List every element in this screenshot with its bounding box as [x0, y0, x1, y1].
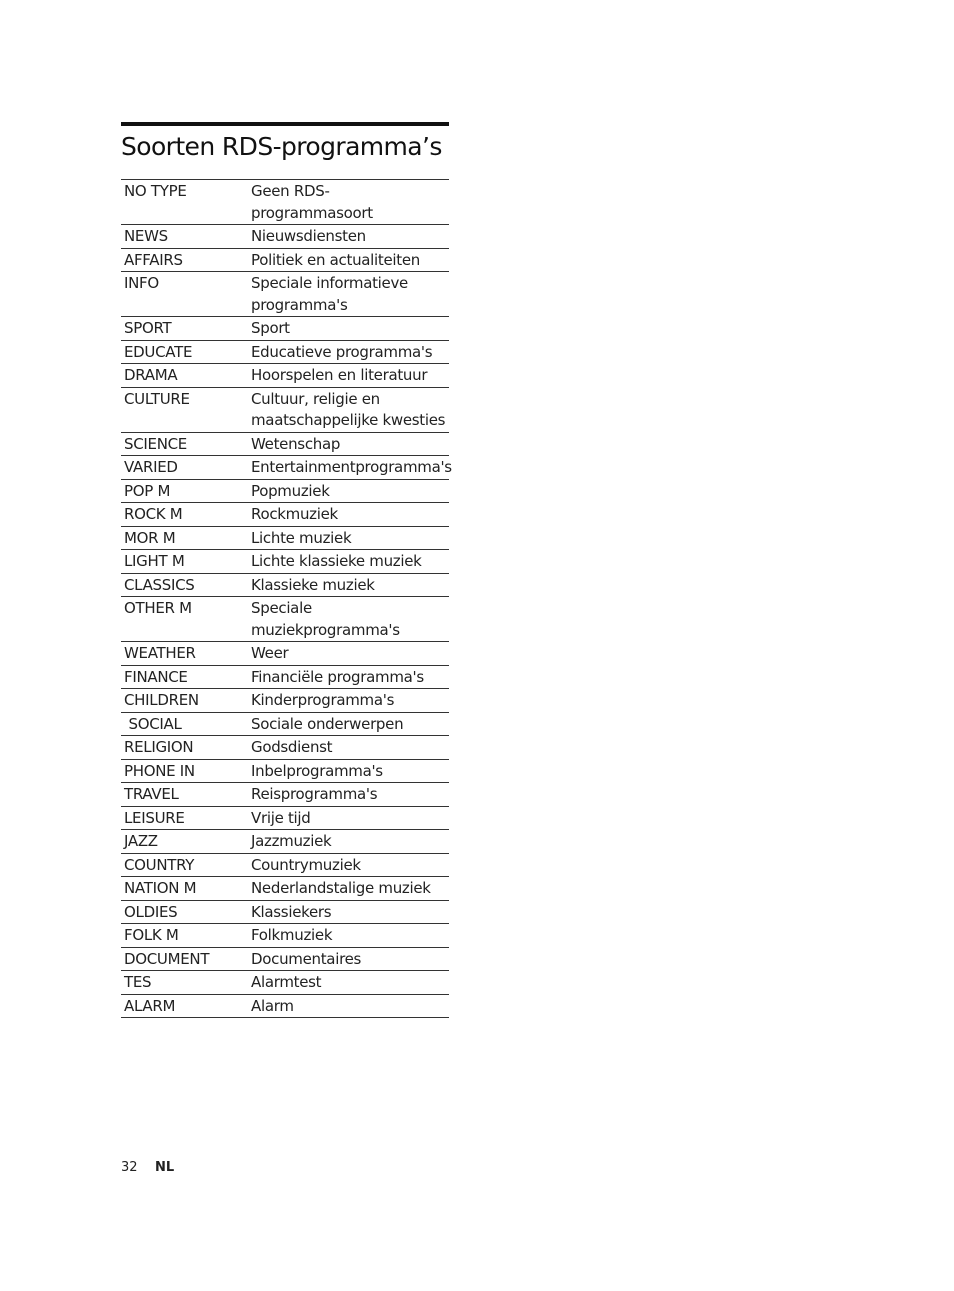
rds-description-line: Hoorspelen en literatuur [251, 366, 428, 384]
rds-description [251, 806, 449, 830]
rds-description [251, 272, 449, 317]
rds-description [251, 712, 449, 736]
rds-code: INFO [121, 272, 251, 317]
rds-description-line: Klassieke muziek [251, 575, 375, 594]
table-row [121, 947, 449, 971]
table-row [121, 597, 449, 642]
page-footer [121, 1158, 174, 1178]
rds-description [251, 759, 449, 783]
rds-code: CLASSICS [121, 573, 251, 597]
rds-description [251, 225, 449, 249]
rds-description [251, 665, 449, 689]
rds-description-line: Financiële programma's [251, 667, 424, 686]
page-number: 32 [121, 1160, 138, 1175]
rds-code: WEATHER [121, 642, 251, 666]
rds-description-line: Cultuur, religie en [251, 389, 380, 408]
rds-description-line: Klassiekers [251, 902, 332, 921]
table-row [121, 526, 449, 550]
rds-description-line: Geen RDS- [251, 182, 330, 200]
rds-section [121, 122, 452, 1018]
table-row [121, 665, 449, 689]
table-row [121, 712, 449, 736]
rds-description [251, 971, 449, 995]
rds-code: TRAVEL [121, 783, 251, 807]
table-row [121, 479, 449, 503]
rds-code: SPORT [121, 317, 251, 341]
rds-description-line: Godsdienst [251, 738, 333, 756]
rds-description-line: Politiek en actualiteiten [251, 250, 421, 269]
table-row [121, 503, 449, 527]
rds-description [251, 642, 449, 666]
rds-description-line: Folkmuziek [251, 926, 333, 944]
table-row [121, 736, 449, 760]
rds-description-line: Jazzmuziek [251, 832, 332, 850]
rds-code: JAZZ [121, 830, 251, 854]
rds-description-line: Sociale onderwerpen [251, 714, 404, 733]
rds-description [251, 550, 449, 574]
table-row [121, 340, 449, 364]
rds-description [251, 877, 449, 901]
table-row [121, 248, 449, 272]
table-row [121, 180, 449, 225]
rds-description-line: Educatieve programma's [251, 342, 433, 361]
rds-description-line: Entertainmentprogramma's [251, 458, 452, 476]
rds-description [251, 387, 449, 432]
table-row [121, 642, 449, 666]
rds-description [251, 526, 449, 550]
rds-description [251, 900, 449, 924]
rds-description [251, 994, 449, 1018]
rds-description-line: Rockmuziek [251, 505, 338, 523]
rds-code: NEWS [121, 225, 251, 249]
rds-description-line: Alarm [251, 996, 294, 1015]
rds-description [251, 573, 449, 597]
rds-description-line: muziekprogramma's [251, 620, 400, 639]
table-row [121, 994, 449, 1018]
rds-description-line: Kinderprogramma's [251, 691, 395, 709]
rds-description-line: Speciale [251, 599, 312, 617]
rds-description-line: Sport [251, 319, 290, 337]
rds-description [251, 180, 449, 225]
rds-code: NO TYPE [121, 180, 251, 225]
rds-description-line: Speciale informatieve [251, 274, 408, 292]
rds-code: ROCK M [121, 503, 251, 527]
rds-code: AFFAIRS [121, 248, 251, 272]
table-row [121, 853, 449, 877]
rds-code: FINANCE [121, 665, 251, 689]
table-row [121, 432, 449, 456]
rds-description [251, 248, 449, 272]
table-row [121, 317, 449, 341]
table-row [121, 387, 449, 432]
rds-description-line: Lichte muziek [251, 528, 352, 547]
table-row [121, 225, 449, 249]
rds-code: LEISURE [121, 806, 251, 830]
table-row [121, 456, 449, 480]
rds-description [251, 317, 449, 341]
rds-description [251, 830, 449, 854]
rds-description [251, 736, 449, 760]
table-row [121, 830, 449, 854]
table-row [121, 924, 449, 948]
rds-code: SCIENCE [121, 432, 251, 456]
table-row [121, 759, 449, 783]
rds-code: COUNTRY [121, 853, 251, 877]
rds-description [251, 783, 449, 807]
rds-code: TES [121, 971, 251, 995]
rds-code: PHONE IN [121, 759, 251, 783]
rds-description-line: Documentaires [251, 949, 362, 968]
rds-description-line: Weer [251, 644, 289, 662]
table-row [121, 364, 449, 388]
table-row [121, 900, 449, 924]
table-row [121, 806, 449, 830]
rds-code: CHILDREN [121, 689, 251, 713]
rds-code: ALARM [121, 994, 251, 1018]
rds-description-line: Wetenschap [251, 434, 341, 453]
rds-description-line: programma's [251, 295, 348, 314]
rds-description [251, 924, 449, 948]
rds-program-types-table [121, 179, 452, 1018]
rds-description-line: Popmuziek [251, 481, 330, 500]
table-row [121, 573, 449, 597]
rds-description [251, 947, 449, 971]
rds-description-line: Lichte klassieke muziek [251, 552, 422, 570]
rds-description-line: Nieuwsdiensten [251, 227, 366, 245]
rds-code: VARIED [121, 456, 251, 480]
rds-description [251, 689, 449, 713]
rds-description-line: Alarmtest [251, 973, 322, 991]
rds-description-line: Nederlandstalige muziek [251, 879, 431, 897]
rds-description-line: Inbelprogramma's [251, 761, 383, 780]
rds-code: LIGHT M [121, 550, 251, 574]
table-row [121, 877, 449, 901]
rds-description [251, 503, 449, 527]
rds-description-line: Countrymuziek [251, 855, 361, 874]
rds-description-line: Vrije tijd [251, 808, 311, 827]
table-row [121, 971, 449, 995]
rds-code: OLDIES [121, 900, 251, 924]
rds-table-body [121, 180, 452, 1018]
rds-code: DRAMA [121, 364, 251, 388]
rds-description [251, 597, 449, 642]
rds-description [251, 479, 449, 503]
rds-code: NATION M [121, 877, 251, 901]
table-row [121, 689, 449, 713]
rds-description [251, 456, 452, 480]
rds-description-line: Reisprogramma's [251, 785, 378, 803]
rds-description [251, 364, 449, 388]
rds-code: EDUCATE [121, 340, 251, 364]
rds-code: POP M [121, 479, 251, 503]
page-title: Soorten RDS-programma’s [121, 132, 442, 161]
rds-description-line: maatschappelijke kwesties [251, 411, 446, 429]
table-row [121, 272, 449, 317]
rds-code: FOLK M [121, 924, 251, 948]
rds-code: SOCIAL [121, 712, 251, 736]
rds-description-line: programmasoort [251, 203, 373, 222]
rds-code: OTHER M [121, 597, 251, 642]
rds-description [251, 432, 449, 456]
rds-code: RELIGION [121, 736, 251, 760]
rds-description [251, 340, 449, 364]
table-row [121, 550, 449, 574]
rds-code: MOR M [121, 526, 251, 550]
rds-description [251, 853, 449, 877]
rds-code: CULTURE [121, 387, 251, 432]
language-code: NL [155, 1160, 175, 1175]
table-row [121, 783, 449, 807]
rds-code: DOCUMENT [121, 947, 251, 971]
